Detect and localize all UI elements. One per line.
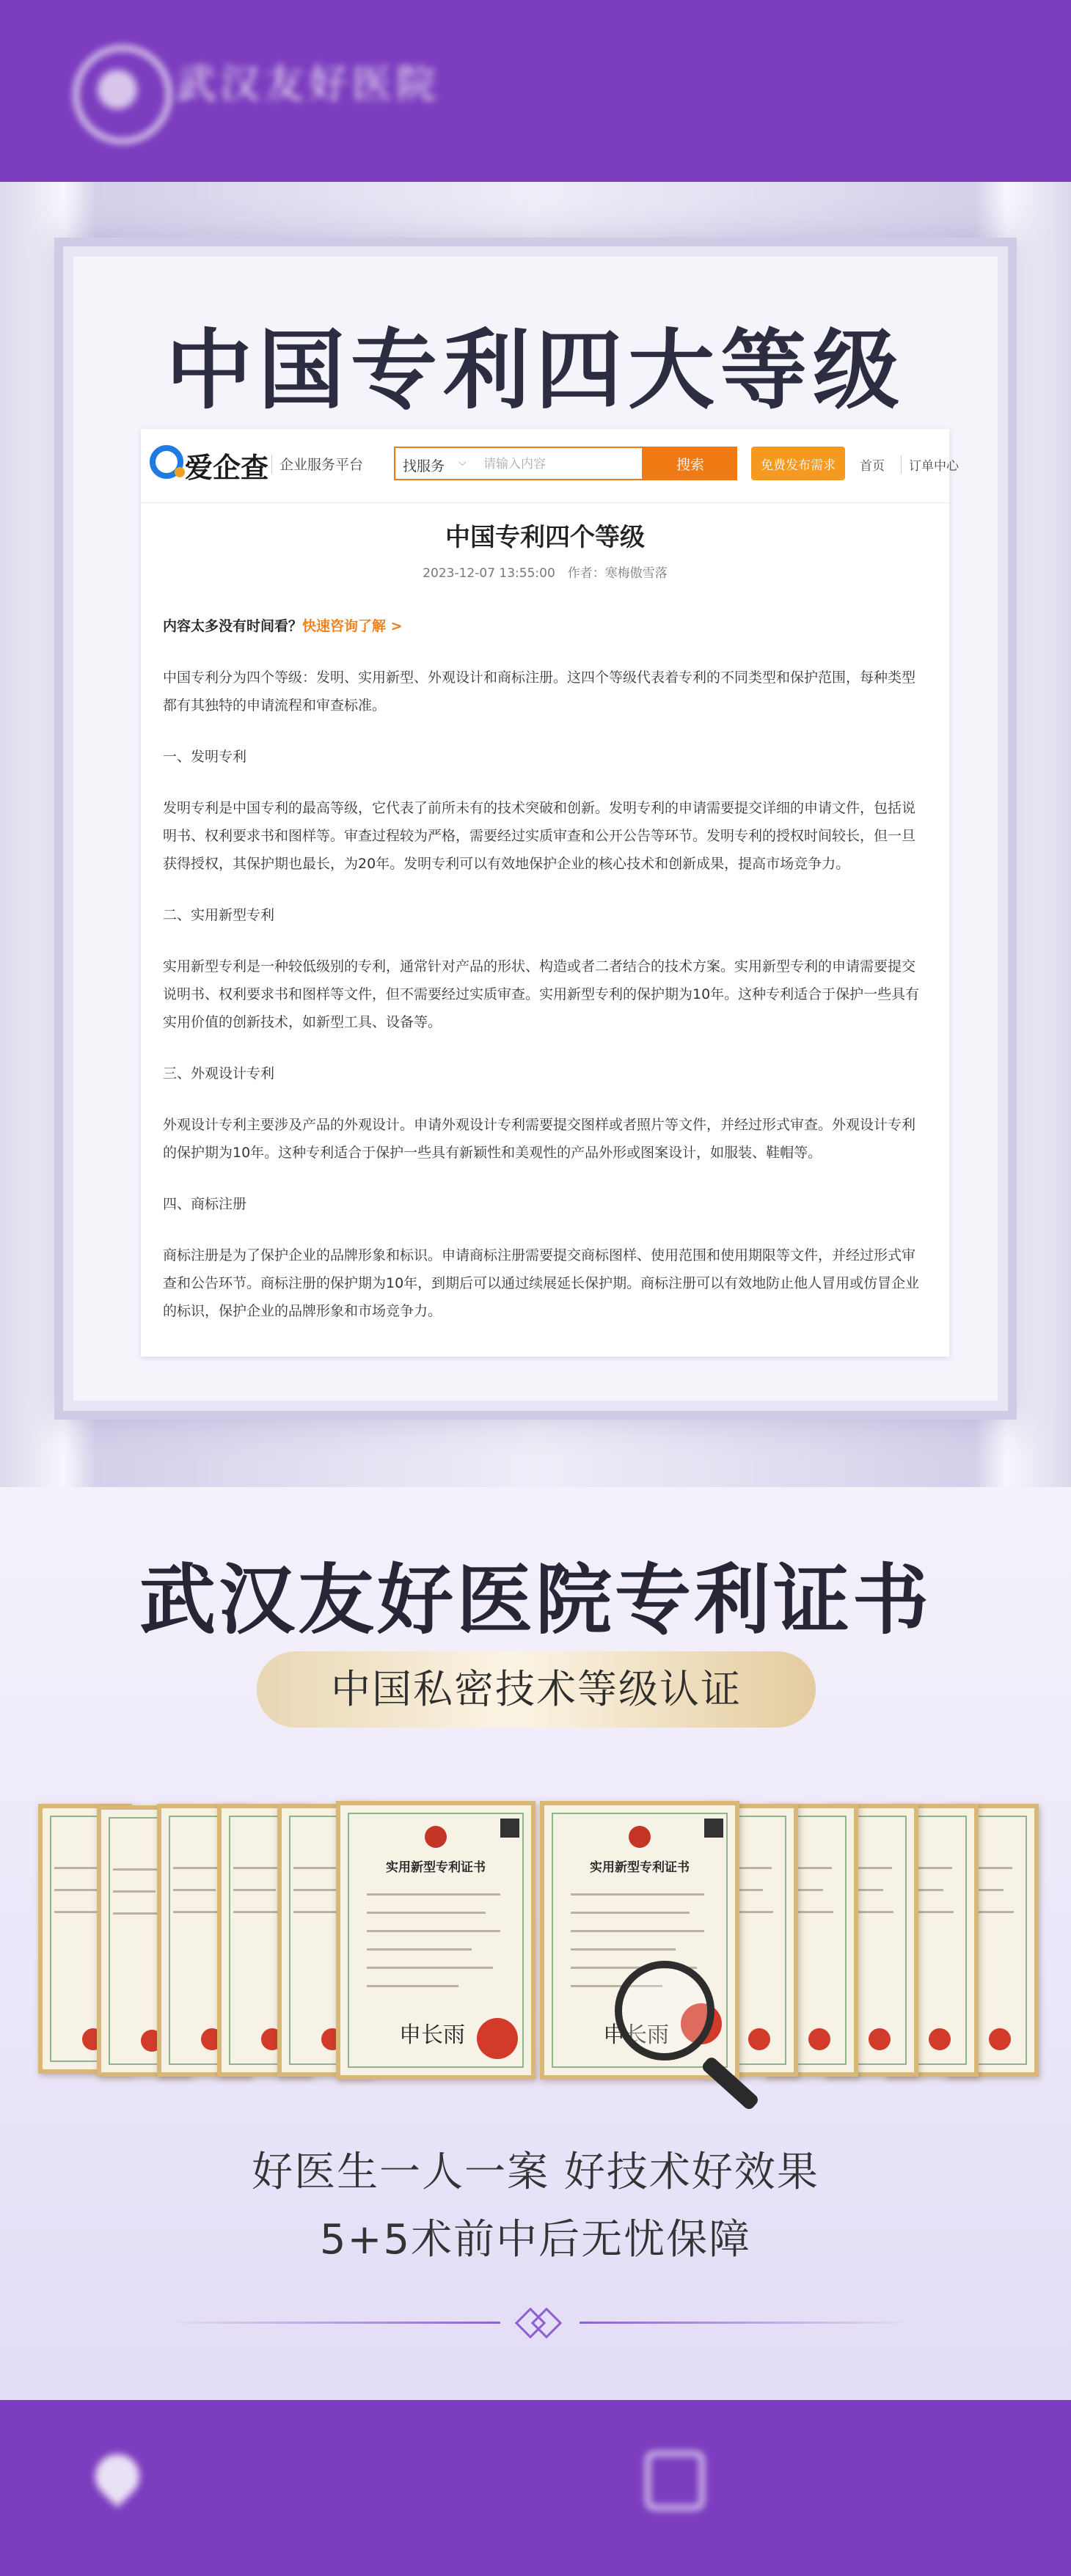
metro-icon [646, 2451, 704, 2510]
signature: 申长雨 [399, 2022, 465, 2048]
chevron-down-icon: ⌵ [458, 457, 467, 469]
bottom-banner [0, 2400, 1071, 2576]
bottom-banner-content [0, 2400, 1071, 2576]
search-input[interactable] [482, 452, 639, 476]
section-heading: 一、发明专利 [163, 749, 247, 765]
divider-left [167, 2322, 500, 2324]
national-emblem-icon [425, 1826, 447, 1848]
certificate-heading: 实用新型专利证书 [590, 1860, 690, 1875]
signature: 申长雨 [603, 2022, 669, 2048]
consult-hint [163, 612, 927, 640]
hospital-logo-text: 武汉友好医院 [176, 61, 440, 107]
nav-order-link[interactable]: 订单中心 [901, 455, 959, 474]
search-box [394, 447, 643, 480]
certificate-heading: 实用新型专利证书 [386, 1860, 486, 1875]
article-screenshot [141, 429, 959, 1357]
section-heading: 二、实用新型专利 [163, 907, 275, 923]
top-banner-content [0, 0, 1071, 182]
hero-title: 中国专利四大等级 [165, 320, 905, 421]
brand-name[interactable]: 爱企查 [185, 452, 269, 484]
section-heading: 三、外观设计专利 [163, 1065, 275, 1082]
qr-code-icon [704, 1819, 723, 1838]
section-paragraph: 发明专利是中国专利的最高等级，它代表了前所未有的技术突破和创新。发明专利的申请需要提交详细的申请文件，包括说明书、权利要求书和图样等。审查过程较为严格，需要经过实质审查和公开公告等环节。发明专利的授权时间较长，但一旦获得授权，其保护期也最长，为20年。发明专利可以有效地保护企业的核心技术和创新成果，提高市场竞争力。 [163, 800, 916, 872]
brand-subtitle: 企业服务平台 [271, 454, 363, 474]
location-pin-icon [87, 2445, 149, 2508]
national-emblem-icon [629, 1826, 651, 1848]
certification-pill [257, 1651, 816, 1728]
article-meta: 2023-12-07 13:55:00 作者：寒梅傲雪落 [423, 566, 668, 581]
search-button[interactable]: 搜索 [643, 447, 737, 480]
section-paragraph: 外观设计专利主要涉及产品的外观设计。申请外观设计专利需要提交图样或者照片等文件，并经过形式审查。外观设计专利的保护期为10年。这种专利适合于保护一些具有新颖性和美观性的产品外形或图案设计，如服装、鞋帽等。 [163, 1117, 916, 1161]
certification-pill-text: 中国私密技术等级认证 [331, 1666, 742, 1712]
divider-right [580, 2322, 913, 2324]
featured-certificate-left [336, 1801, 536, 2080]
brand-search-icon [150, 445, 183, 479]
nav-home-link[interactable]: 首页 [860, 459, 885, 474]
red-seal-icon [477, 2018, 518, 2059]
consult-link[interactable]: 快速咨询了解 > [302, 618, 403, 634]
certificate-title: 武汉友好医院专利证书 [139, 1555, 932, 1645]
search-type-select[interactable]: 找服务 [403, 458, 445, 474]
article-site-header [141, 429, 959, 503]
section-paragraph: 商标注册是为了保护企业的品牌形象和标识。申请商标注册需要提交商标图样、使用范围和使用期限等文件，并经过形式审查和公告环节。商标注册的保护期为10年，到期后可以通过续展延长保护期。商标注册可以有效地防止他人冒用或仿冒企业的标识，保护企业的品牌形象和市场竞争力。 [163, 1247, 920, 1319]
section-heading: 四、商标注册 [163, 1196, 247, 1212]
article-intro: 中国专利分为四个等级：发明、实用新型、外观设计和商标注册。这四个等级代表着专利的不同类型和保护范围，每种类型都有其独特的申请流程和审查标准。 [163, 669, 916, 713]
magnifier-icon [615, 1961, 714, 2061]
qr-code-icon [500, 1819, 519, 1838]
article-body [163, 612, 927, 1348]
article-title: 中国专利四个等级 [445, 523, 645, 552]
hint-text: 内容太多没有时间看？ [163, 618, 303, 634]
tagline-2: 5+5术前中后无忧保障 [319, 2216, 752, 2264]
logo-seal-icon [73, 45, 172, 144]
free-publish-button[interactable]: 免费发布需求 [751, 447, 845, 480]
tagline-1: 好医生一人一案 好技术好效果 [252, 2148, 819, 2196]
top-banner [0, 0, 1071, 182]
section-paragraph: 实用新型专利是一种较低级别的专利，通常针对产品的形状、构造或者二者结合的技术方案。实用新型专利的申请需要提交说明书、权利要求书和图样等文件，但不需要经过实质审查。实用新型专利的保护期为10年。这种专利适合于保护一些具有实用价值的创新技术，如新型工具、设备等。 [163, 958, 920, 1030]
